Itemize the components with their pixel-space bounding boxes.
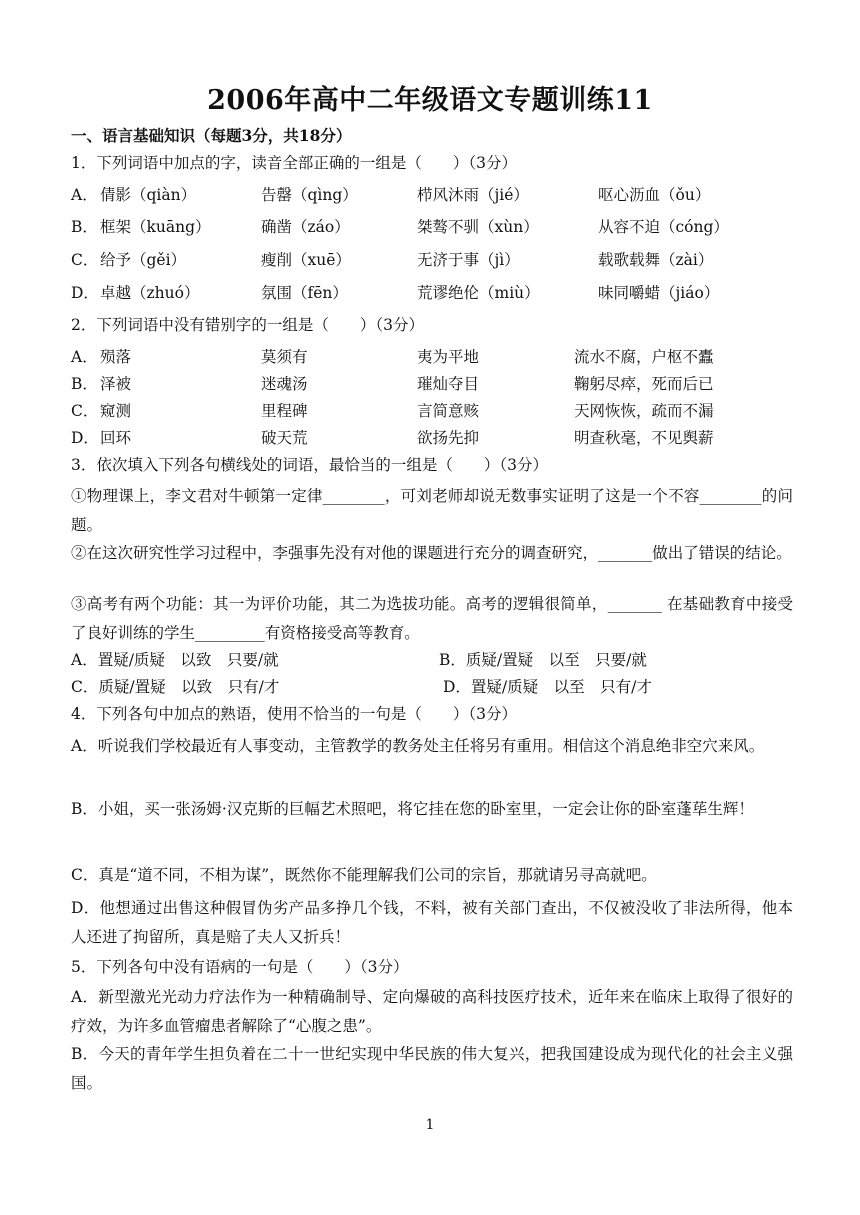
option-item: 莫须有: [261, 348, 308, 366]
option-label: C．: [71, 251, 99, 269]
q4-option-c: C．真是“道不同，不相为谋”，既然你不能理解我们公司的宗旨，那就请另寻高就吧。: [71, 866, 657, 884]
option-item: 迷魂汤: [261, 375, 308, 393]
option-label: A．: [71, 186, 98, 204]
option-label: D．: [71, 284, 99, 302]
option-item: 无济于事（jì）: [417, 251, 520, 269]
q4-option-a: A．听说我们学校最近有人事变动，主管教学的教务处主任将另有重用。相信这个消息绝非空穴来风。: [71, 737, 765, 755]
option-item: 味同嚼蜡（jiáo）: [598, 284, 720, 302]
q5-option-b: B．今天的青年学生担负着在二十一世纪实现中华民族的伟大复兴，把我国建设成为现代化的社会主义强国。: [71, 1045, 793, 1092]
q5-option-a: A．新型激光光动力疗法作为一种精确制导、定向爆破的高科技医疗技术，近年来在临床上取得了很好的疗效，为许多血管瘤患者解除了“心腹之患”。: [71, 988, 793, 1035]
option-item: 泽被: [100, 375, 132, 393]
q3-sentence-1: ①物理课上，李文君对牛顿第一定律________，可刘老师却说无数事实证明了这是一个不容________的问题。: [71, 487, 793, 534]
option-item: 确凿（záo）: [261, 218, 350, 236]
option-label: D．: [71, 429, 99, 447]
option-item: 桀骜不驯（xùn）: [417, 218, 539, 236]
option-item: 瘦削（xuē）: [261, 251, 351, 269]
section-heading: 一、语言基础知识（每题3分，共18分）: [71, 126, 352, 145]
q1-stem: 1．下列词语中加点的字，读音全部正确的一组是（ ）（3分）: [71, 154, 517, 172]
option-item: 璀灿夺目: [417, 375, 480, 393]
option-item: 天网恢恢，疏而不漏: [574, 402, 714, 420]
option-item: 倩影（qiàn）: [100, 186, 197, 204]
option-item: 欲扬先抑: [417, 429, 480, 447]
option-label: B．: [71, 375, 98, 393]
option-label: A．: [71, 348, 98, 366]
option-item: 氛围（fēn）: [261, 284, 348, 302]
option-item: 栉风沐雨（jié）: [417, 186, 529, 204]
q4-option-b: B．小姐，买一张汤姆·汉克斯的巨幅艺术照吧，将它挂在您的卧室里，一定会让你的卧室蓬荜生辉！: [71, 800, 754, 818]
q3-sentence-3: ③高考有两个功能：其一为评价功能，其二为选拔功能。高考的逻辑很简单，_______ 在基础教育中接受了良好训练的学生_________有资格接受高等教育。: [71, 595, 793, 642]
q3-option-c: C．质疑/置疑 以致 只有/才: [71, 678, 280, 696]
option-item: 流水不腐，户枢不蠹: [574, 348, 714, 366]
option-item: 荒谬绝伦（miù）: [417, 284, 540, 302]
q3-option-a: A．置疑/质疑 以致 只要/就: [71, 651, 279, 669]
q5-stem: 5．下列各句中没有语病的一句是（ ）（3分）: [71, 958, 409, 976]
page-number: 1: [425, 1117, 435, 1133]
option-item: 言简意赅: [417, 402, 480, 420]
q3-stem: 3．依次填入下列各句横线处的词语，最恰当的一组是（ ）（3分）: [71, 456, 548, 474]
option-item: 明查秋毫，不见舆薪: [574, 429, 714, 447]
option-label: B．: [71, 218, 98, 236]
option-item: 破天荒: [261, 429, 308, 447]
option-item: 从容不迫（cóng）: [598, 218, 729, 236]
option-item: 呕心沥血（ǒu）: [598, 186, 711, 204]
option-item: 殒落: [100, 348, 132, 366]
q3-option-d: D．置疑/质疑 以至 只有/才: [443, 678, 652, 696]
option-label: C．: [71, 402, 99, 420]
option-item: 里程碑: [261, 402, 308, 420]
option-item: 卓越（zhuó）: [100, 284, 200, 302]
option-item: 给予（gěi）: [100, 251, 187, 269]
q4-option-d: D．他想通过出售这种假冒伪劣产品多挣几个钱，不料，被有关部门查出，不仅被没收了非法所得，他本人还进了拘留所，真是赔了夫人又折兵！: [71, 899, 793, 946]
q4-stem: 4．下列各句中加点的熟语，使用不恰当的一句是（ ）（3分）: [71, 705, 517, 723]
q2-stem: 2．下列词语中没有错别字的一组是（ ）（3分）: [71, 316, 424, 334]
option-item: 窥测: [100, 402, 132, 420]
option-item: 夷为平地: [417, 348, 480, 366]
option-item: 载歌载舞（zài）: [598, 251, 714, 269]
option-item: 框架（kuāng）: [100, 218, 211, 236]
option-item: 告罄（qìng）: [261, 186, 358, 204]
q3-option-b: B．质疑/置疑 以至 只要/就: [439, 651, 647, 669]
option-item: 鞠躬尽瘁，死而后已: [574, 375, 714, 393]
q3-sentence-2: ②在这次研究性学习过程中，李强事先没有对他的课题进行充分的调查研究，_______做出了错误的结论。: [71, 544, 792, 562]
option-item: 回环: [100, 429, 132, 447]
page-title: 2006年高中二年级语文专题训练11: [207, 85, 653, 116]
